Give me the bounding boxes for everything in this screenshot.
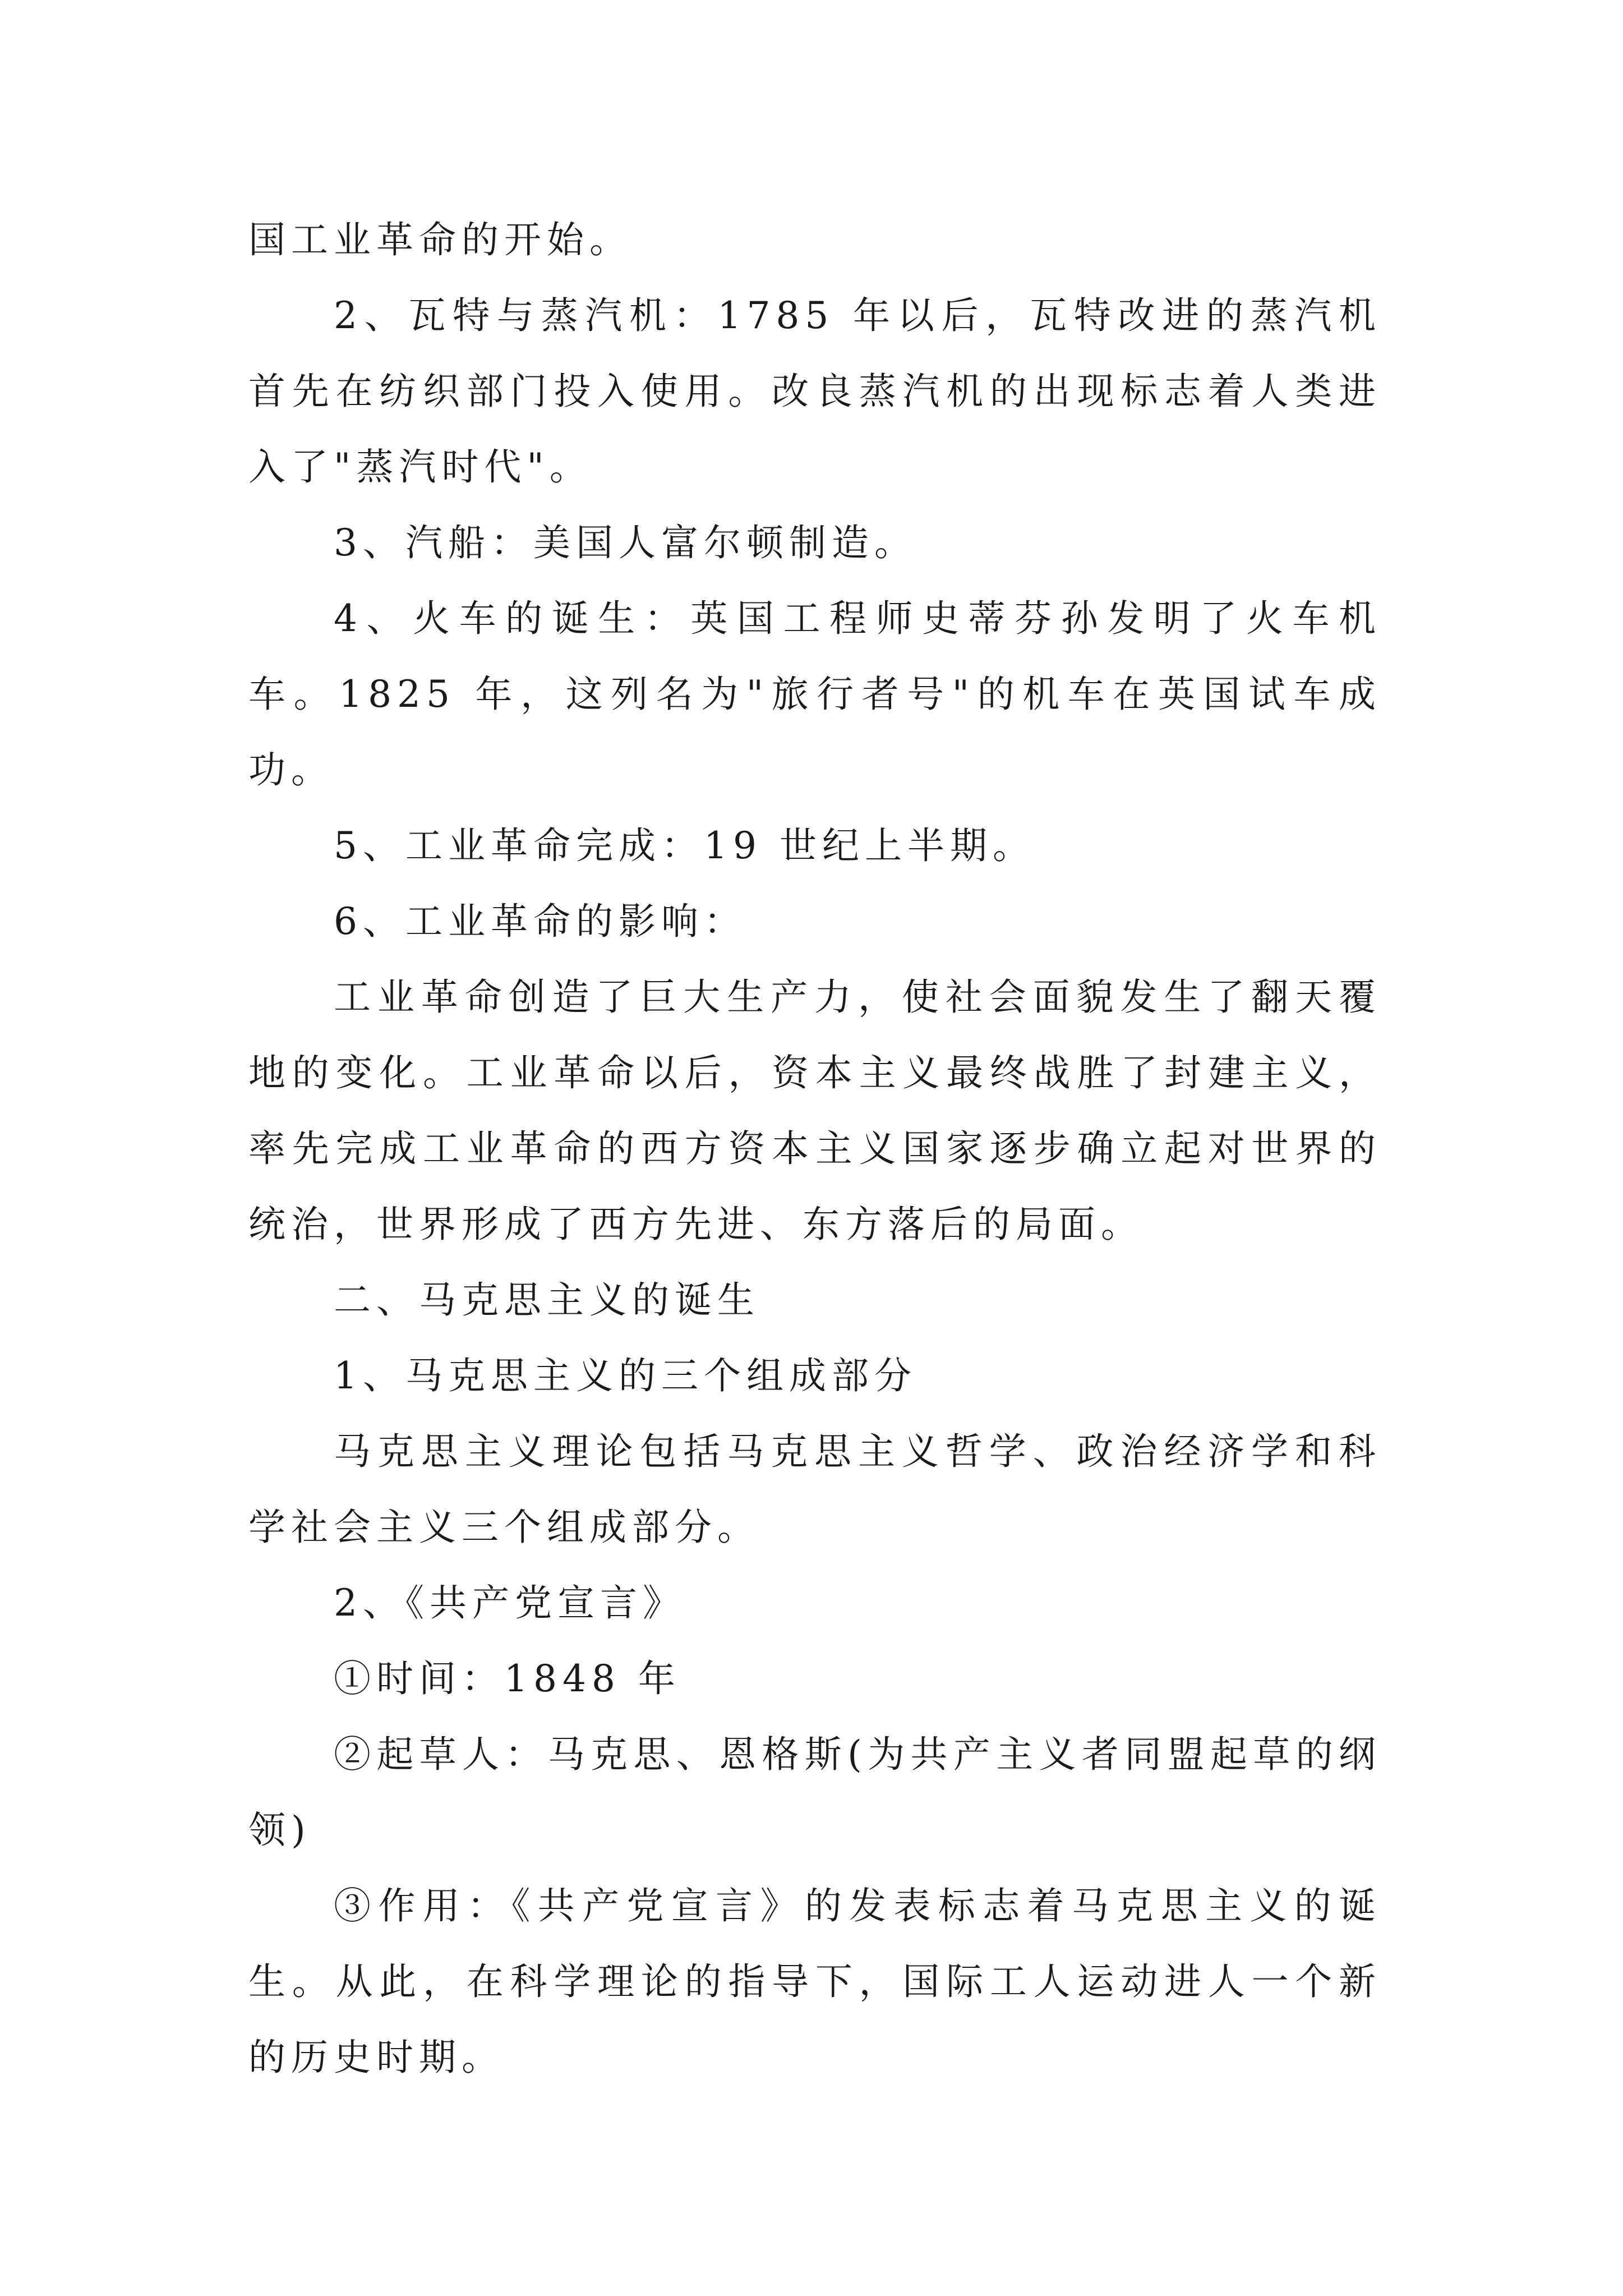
paragraph-impact-heading: 6、工业革命的影响： bbox=[334, 900, 746, 943]
document-body bbox=[248, 202, 1381, 2095]
paragraph-three-components-heading: 1、马克思主义的三个组成部分 bbox=[334, 1354, 917, 1397]
section-heading-marxism: 二、马克思主义的诞生 bbox=[334, 1278, 760, 1322]
paragraph-continuation: 国工业革命的开始。 bbox=[248, 218, 632, 261]
paragraph-manifesto-heading: 2、《共产党宣言》 bbox=[334, 1581, 685, 1625]
paragraph-steamboat: 3、汽船：美国人富尔顿制造。 bbox=[334, 521, 917, 564]
paragraph-manifesto-time: ①时间：1848 年 bbox=[334, 1657, 681, 1700]
paragraph-revolution-complete: 5、工业革命完成：19 世纪上半期。 bbox=[334, 824, 1035, 867]
paragraph-impact-body: 工业革命创造了巨大生产力，使社会面貌发生了翻天覆地的变化。工业革命以后，资本主义最终战胜了封建主义，率先完成工业革命的西方资本主义国家逐步确立起对世界的统治，世界形成了西方先进、东方落后的局面。 bbox=[248, 976, 1381, 1246]
paragraph-three-components-body: 马克思主义理论包括马克思主义哲学、政治经济学和科学社会主义三个组成部分。 bbox=[248, 1430, 1381, 1549]
paragraph-locomotive: 4、火车的诞生：英国工程师史蒂芬孙发明了火车机车。1825 年，这列名为"旅行者号"的机车在英国试车成功。 bbox=[248, 597, 1381, 792]
paragraph-manifesto-effect: ③作用：《共产党宣言》的发表标志着马克思主义的诞生。从此，在科学理论的指导下，国际工人运动进人一个新的历史时期。 bbox=[248, 1884, 1381, 2079]
paragraph-manifesto-drafters: ②起草人：马克思、恩格斯(为共产主义者同盟起草的纲领) bbox=[248, 1733, 1381, 1852]
paragraph-watt-steam-engine: 2、瓦特与蒸汽机：1785 年以后，瓦特改进的蒸汽机首先在纺织部门投入使用。改良蒸汽机的出现标志着人类进入了"蒸汽时代"。 bbox=[248, 294, 1381, 489]
